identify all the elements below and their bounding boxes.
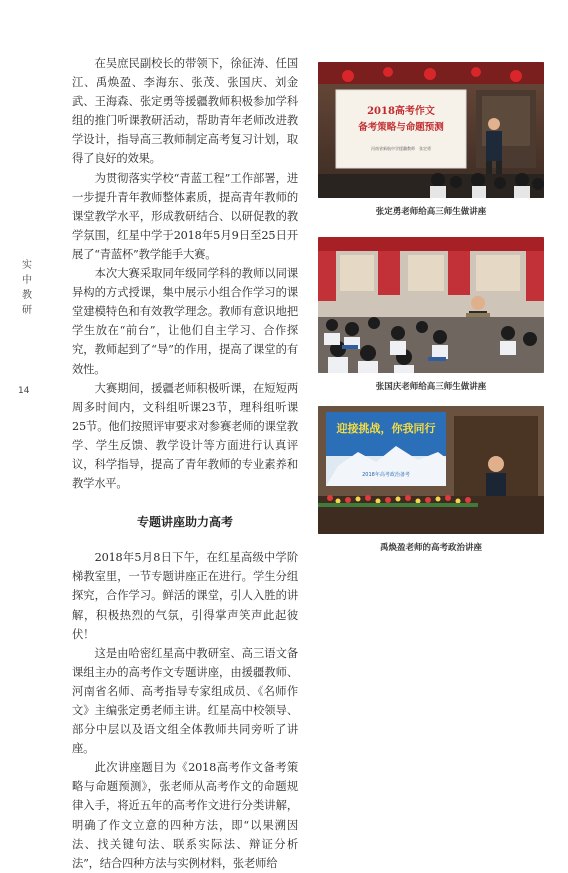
screen-title-line1: 2018高考作文 (367, 106, 435, 117)
section-side-label (20, 258, 34, 318)
side-char: 教 (22, 290, 32, 301)
article-body (72, 54, 298, 873)
side-char: 实 (22, 260, 32, 271)
stage-scene (318, 406, 544, 534)
paragraph: 2018年5月8日下午，在红星高级中学阶梯教室里，一节专题讲座正在进行。学生分组探究，合作学习。鲜活的课堂，引人入胜的讲解，积极热烈的气氛，引得掌声笑声此起彼伏！ (72, 551, 298, 641)
figure-lecture-zhang-dingyong (318, 62, 544, 217)
figure-lecture-yu-huanying (318, 406, 544, 553)
screen-subtitle: 河南省新航中学援疆教师 张定勇 (371, 146, 431, 151)
side-char: 中 (22, 275, 32, 286)
screen-subtitle: 2018年高考政治备考 (362, 472, 410, 478)
paragraph: 为贯彻落实学校“青蓝工程”工作部署，进一步提升青年教师整体素质，提高青年教师的课堂教学水平，形成教研结合、以研促教的教学氛围，红星中学于2018年5月9日至25日开展了“青蓝杯”教学能手大赛。 (72, 171, 298, 261)
page-number: 14 (18, 386, 30, 396)
lecture-photo (318, 62, 544, 198)
section-heading: 专题讲座助力高考 (136, 515, 233, 530)
screen-slogan: 迎接挑战，你我同行 (336, 422, 436, 435)
side-char: 研 (22, 305, 32, 316)
lecture-photo (318, 237, 544, 373)
figure-lecture-zhang-guoqing (318, 237, 544, 392)
paragraph: 本次大赛采取同年级同学科的教师以同课异构的方式授课，集中展示小组合作学习的课堂建模特色和有效教学理念。教师有意识地把学生放在“前台”，让他们自主学习、合作探究，教师起到了“导”的作用，提高了课堂的有效性。 (72, 267, 298, 376)
figure-caption: 禹焕盈老师的高考政治讲座 (379, 543, 482, 553)
lecture-photo (318, 406, 544, 534)
paragraph: 此次讲座题目为《2018高考作文备考策略与命题预测》，张老师从高考作文的命题规律入手，将近五年的高考作文进行分类讲解，明确了作文立意的四种方法，即“以果溯因法、找关键句法、联系实际法、辩证分析法”，结合四种方法与实例材料，张老师给 (72, 761, 298, 870)
auditorium-scene (318, 237, 544, 373)
figure-caption: 张国庆老师给高三师生做讲座 (375, 382, 487, 392)
classroom-scene (318, 62, 544, 198)
screen-title-line2: 备考策略与命题预测 (358, 122, 444, 133)
paragraph: 在吴庶民副校长的带领下，徐征涛、任国江、禹焕盈、李海东、张茂、张国庆、刘金武、王海森、张定勇等援疆教师积极参加学科组的推门听课教研活动，帮助青年老师改进教学设计，指导高三教师制定高考复习计划，取得了良好的效果。 (72, 57, 298, 166)
paragraph: 大赛期间，援疆老师积极听课，在短短两周多时间内，文科组听课23节，理科组听课25节。他们按照评审要求对参赛老师的课堂教学、学生反馈、教学设计等方面进行认真评议，科学指导，提高了青年教师的专业素养和教学水平。 (72, 381, 298, 491)
paragraph: 这是由哈密红星高中教研室、高三语文备课组主办的高考作文专题讲座，由援疆教师、河南省名师、高考指导专家组成员、《名师作文》主编张定勇老师主讲。红星高中校领导、部分中层以及语文组全体教师共同旁听了讲座。 (72, 646, 298, 756)
figure-caption: 张定勇老师给高三师生做讲座 (375, 207, 487, 217)
